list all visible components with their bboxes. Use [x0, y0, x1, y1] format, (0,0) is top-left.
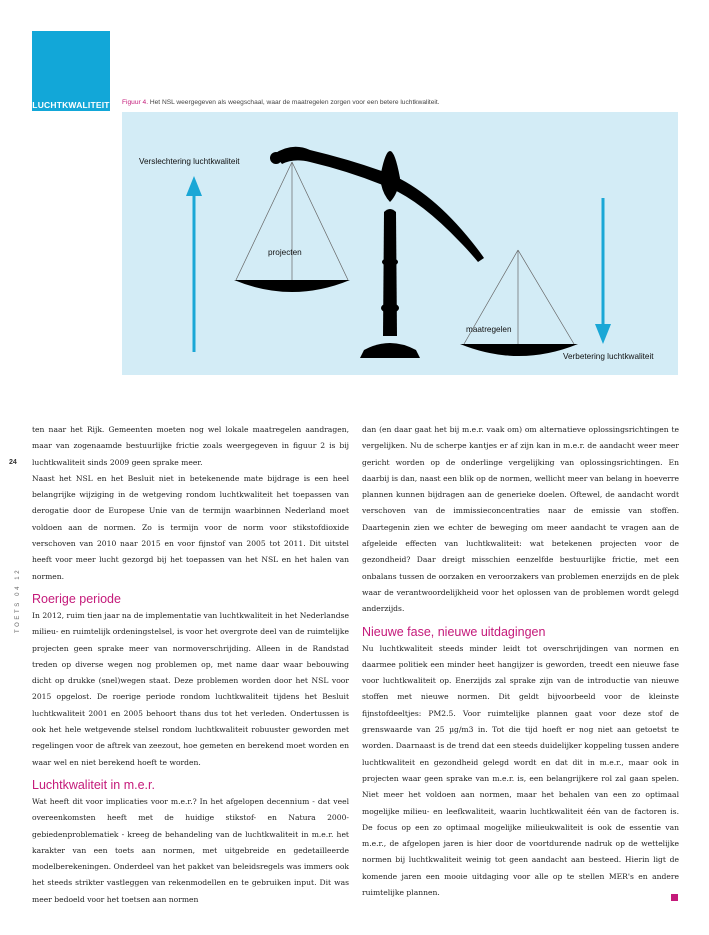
figure-caption-label: Figuur 4.	[122, 99, 149, 106]
scale-base	[360, 343, 420, 358]
paragraph: Naast het NSL en het Besluit niet in betekenende mate bijdrage is een heel belangrijke wijziging in de wetgeving rondom luchtkwaliteit het toepassen van derogatie door de Europese Unie van de termijn waarbinnen Nederland moet voldoen aan de normen. Zo is termijn voor de norm voor stikstofdioxide verschoven van 2010 naar 2015 en voor fijnstof van 2005 tot 2011. Dit uitstel heeft voor meer lucht gezorgd bij het toepassen van het NSL en het halen van normen.	[32, 473, 349, 581]
label-better: Verbetering luchtkwaliteit	[563, 352, 654, 361]
page-number: 24	[9, 459, 17, 466]
scale-pillar	[383, 209, 397, 336]
section-heading: Roerige periode	[32, 591, 121, 606]
right-pan	[460, 344, 578, 356]
scale-beam	[274, 147, 484, 262]
paragraph: dan (en daar gaat het bij m.e.r. vaak om) om alternatieve oplossingsrichtingen te vergelijken. Nu de scherpe kantjes er af zijn kan in m.e.r. de aandacht weer meer gericht worden op de onderlinge vergelijking van oplossingsrichtingen. En daarbij is dan, naast een blik op de normen, wellicht meer van belang in hoeverre plannen kunnen bijdragen aan de generieke doelen. Oftewel, de aandacht wordt verschoven van de immissieconcentraties naar de emissie van stoffen. Daartegenin zien we echter de beweging om meer aandacht te vragen aan de afgeleide effecten van luchtkwaliteit: wat betekenen projecten voor de gezondheid? Daar dreigt misschien eenzelfde bestuurlijke frictie, met een onbalans tussen de oorzaken en veroorzakers van problemen enerzijds en de plek waar de verantwoordelijkheid voor het oplossen van de problemen wordt gelegd anderzijds.	[362, 425, 679, 614]
balance-scale-illustration	[122, 112, 678, 375]
paragraph: Nu luchtkwaliteit steeds minder leidt tot overschrijdingen van normen en daarmee politiek een minder heet hangijzer is geworden, treedt een nieuwe fase voor luchtkwaliteit op. Enerzijds zal sprake zijn van de introductie van nieuwe stoffen met nieuwe normen. Dit geldt bijvoorbeeld voor de kleinste fijnstofdeeltjes: PM2.5. Voor ruimtelijke plannen gaat voor deze stof de grenswaarde van 25 µg/m3 in. Tot die tijd hoeft er nog niet aan getoetst te worden. Daarnaast is de trend dat een steeds duidelijker koppeling tussen andere luchtkwaliteit en gezondheid gelegd wordt en dat dit in m.e.r., maar ook in projecten waar geen sprake van m.e.r. is, een belangrijkere rol zal gaan spelen. Niet meer het voldoen aan normen, maar het behalen van een zo optimaal mogelijke milieu- en leefkwaliteit, waarin luchtkwaliteit één van de factoren is. De focus op een zo optimaal mogelijke milieukwaliteit is ook de essentie van m.e.r., de afgelopen jaren is hier door de voortdurende nadruk op de wettelijke normen bij luchtkwaliteit weinig tot geen aandacht aan besteed. Hierin ligt de komende jaren een mooie uitdaging voor alle op te stellen MER's en andere ruimtelijke plannen.	[362, 643, 679, 898]
journal-issue-label: TOETS 04 12	[15, 567, 21, 633]
section-tag: LUCHTKWALITEIT	[32, 100, 110, 110]
better-arrow-head	[595, 324, 611, 344]
section-heading: Nieuwe fase, nieuwe uitdagingen	[362, 624, 546, 639]
left-pan	[234, 280, 350, 292]
figure-caption-text: Het NSL weergegeven als weegschaal, waar de maatregelen zorgen voor een betere luchtkwaliteit.	[149, 99, 440, 106]
section-tag-box	[32, 31, 110, 111]
figure-caption	[122, 99, 440, 106]
label-worse: Verslechtering luchtkwaliteit	[139, 157, 240, 166]
article-end-mark	[671, 894, 678, 901]
scale-figure	[122, 112, 678, 375]
worse-arrow-head	[186, 176, 202, 196]
section-heading: Luchtkwaliteit in m.e.r.	[32, 777, 155, 792]
paragraph: In 2012, ruim tien jaar na de implementatie van luchtkwaliteit in het Nederlandse milieu- en ruimtelijk ordeningstelsel, is voor het overgrote deel van de ruimtelijke projecten geen sprake meer van normoverschrijding. Alleen in de Randstad treden op diverse wegen nog problemen op, met name daar waar bebouwing dicht op drukke (snel)wegen staat. Deze problemen worden door het NSL voor 2015 opgelost. De roerige periode rondom luchtkwaliteit tijdens het Besluit luchtkwaliteit 2001 en 2005 behoort thans dus tot het verleden. Ondertussen is ook het hele wetgevende stelsel rondom luchtkwaliteit robuuster geworden met regelingen voor de aftrek van zeezout, hoe gemeten en berekend moet worden en waar wel en niet berekend hoeft te worden.	[32, 610, 349, 767]
label-measures: maatregelen	[466, 325, 512, 334]
paragraph: ten naar het Rijk. Gemeenten moeten nog wel lokale maatregelen aandragen, maar van zogenaamde bestuurlijke frictie zoals weergegeven in figuur 2 is bij luchtkwaliteit sinds 2009 geen sprake meer.	[32, 425, 349, 467]
paragraph: Wat heeft dit voor implicaties voor m.e.r.? In het afgelopen decennium - dat veel overeenkomsten heeft met de huidige stikstof- en Natura 2000-gebiedenproblematiek - kreeg de behandeling van de luchtkwaliteit in m.e.r. het karakter van een toets aan normen, met uitgebreide en gedetailleerde modelberekeningen. Onderdeel van het pakket van beleidsregels was immers ook het steeds strikter vastleggen van rekenmodellen en te gebruiken input. Dit was meer bedoeld voor het toetsen aan normen	[32, 796, 349, 904]
label-projects: projecten	[268, 248, 302, 257]
article-column-right	[362, 422, 679, 901]
article-column-left	[32, 422, 349, 908]
